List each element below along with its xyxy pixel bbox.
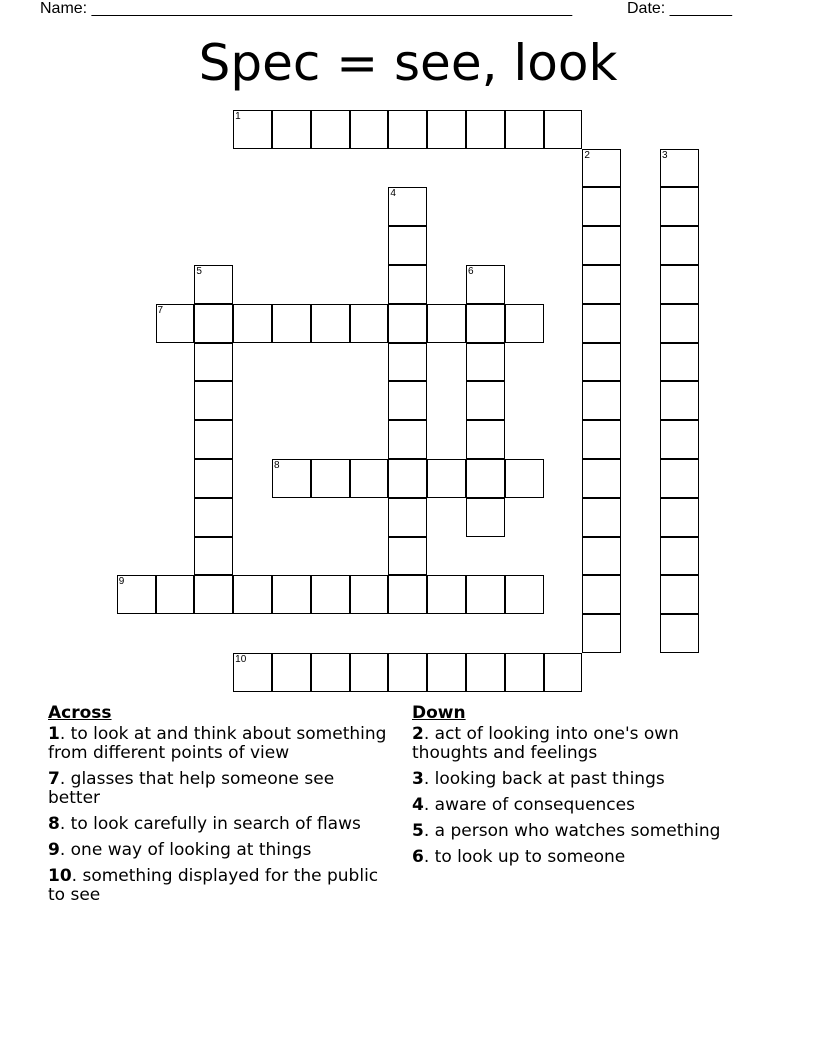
down-clue	[412, 848, 752, 867]
grid-cell[interactable]	[466, 459, 505, 498]
name-field[interactable]: Name: ______________________________________________________	[40, 0, 573, 17]
grid-cell[interactable]	[194, 381, 233, 420]
clue-text: to look carefully in search of flaws	[70, 814, 361, 834]
down-heading: Down	[412, 703, 466, 723]
clue-text: something displayed for the public to see	[48, 866, 379, 905]
down-clue	[412, 725, 752, 763]
grid-cell[interactable]	[272, 304, 311, 343]
grid-cell[interactable]	[233, 575, 272, 614]
grid-cell[interactable]	[350, 110, 389, 149]
grid-cell[interactable]	[427, 304, 466, 343]
grid-cell[interactable]	[660, 498, 699, 537]
grid-cell[interactable]	[388, 187, 427, 226]
grid-cell[interactable]	[311, 653, 350, 692]
grid-cell[interactable]	[660, 614, 699, 653]
grid-cell[interactable]	[388, 459, 427, 498]
grid-cell[interactable]	[388, 110, 427, 149]
grid-cell[interactable]	[194, 498, 233, 537]
separator: .	[59, 814, 71, 834]
grid-cell[interactable]	[582, 226, 621, 265]
grid-cell[interactable]	[388, 265, 427, 304]
clue-number: 9	[118, 576, 125, 588]
grid-cell[interactable]	[194, 343, 233, 382]
down-clues	[412, 703, 752, 874]
grid-cell[interactable]	[194, 265, 233, 304]
grid-cell[interactable]	[466, 343, 505, 382]
grid-cell[interactable]	[466, 653, 505, 692]
grid-cell[interactable]	[505, 110, 544, 149]
grid-cell[interactable]	[233, 110, 272, 149]
grid-cell[interactable]	[311, 110, 350, 149]
grid-cell[interactable]	[350, 653, 389, 692]
grid-cell[interactable]	[311, 459, 350, 498]
grid-cell[interactable]	[505, 653, 544, 692]
grid-cell[interactable]	[350, 575, 389, 614]
grid-cell[interactable]	[194, 537, 233, 576]
grid-cell[interactable]	[388, 575, 427, 614]
grid-cell[interactable]	[388, 420, 427, 459]
grid-cell[interactable]	[505, 459, 544, 498]
clue-number: 8	[48, 814, 60, 834]
grid-cell[interactable]	[582, 614, 621, 653]
grid-cell[interactable]	[544, 110, 583, 149]
grid-cell[interactable]	[660, 575, 699, 614]
clue-number: 8	[273, 459, 280, 471]
grid-cell[interactable]	[311, 575, 350, 614]
down-clue	[412, 770, 752, 789]
clue-number: 3	[661, 149, 668, 161]
grid-cell[interactable]	[582, 343, 621, 382]
grid-cell[interactable]	[582, 537, 621, 576]
across-clue	[48, 770, 388, 808]
clue-text: act of looking into one's own thoughts and feelings	[412, 724, 679, 763]
grid-cell[interactable]	[117, 575, 156, 614]
clue-number: 1	[235, 110, 241, 122]
grid-cell[interactable]	[544, 653, 583, 692]
date-field[interactable]: Date: _______	[627, 0, 732, 17]
clue-number: 10	[235, 653, 247, 665]
grid-cell[interactable]	[660, 537, 699, 576]
grid-cell[interactable]	[272, 459, 311, 498]
clue-number: 5	[196, 265, 202, 277]
grid-cell[interactable]	[233, 304, 272, 343]
grid-cell[interactable]	[194, 304, 233, 343]
grid-cell[interactable]	[427, 653, 466, 692]
grid-cell[interactable]	[582, 459, 621, 498]
clue-number: 4	[412, 795, 424, 815]
grid-cell[interactable]	[582, 575, 621, 614]
separator: .	[59, 840, 71, 860]
clue-number: 7	[157, 304, 164, 316]
grid-cell[interactable]	[194, 420, 233, 459]
grid-cell[interactable]	[466, 381, 505, 420]
grid-cell[interactable]	[388, 381, 427, 420]
grid-cell[interactable]	[194, 459, 233, 498]
grid-cell[interactable]	[427, 459, 466, 498]
grid-cell[interactable]	[427, 575, 466, 614]
grid-cell[interactable]	[388, 304, 427, 343]
grid-cell[interactable]	[582, 265, 621, 304]
clue-text: one way of looking at things	[70, 840, 312, 860]
grid-cell[interactable]	[660, 381, 699, 420]
grid-cell[interactable]	[466, 498, 505, 537]
clue-number: 9	[48, 840, 60, 860]
clue-number: 2	[584, 149, 590, 161]
grid-cell[interactable]	[427, 110, 466, 149]
clue-number: 2	[412, 724, 424, 744]
across-clues	[48, 703, 388, 912]
grid-cell[interactable]	[388, 226, 427, 265]
separator: .	[59, 724, 71, 744]
across-clue	[48, 841, 388, 860]
grid-cell[interactable]	[466, 304, 505, 343]
grid-cell[interactable]	[156, 575, 195, 614]
grid-cell[interactable]	[582, 381, 621, 420]
separator: .	[71, 866, 83, 886]
grid-cell[interactable]	[388, 343, 427, 382]
clue-text: to look up to someone	[434, 847, 626, 867]
clue-number: 5	[412, 821, 424, 841]
grid-cell[interactable]	[466, 265, 505, 304]
grid-cell[interactable]	[272, 110, 311, 149]
grid-cell[interactable]	[388, 653, 427, 692]
grid-cell[interactable]	[466, 110, 505, 149]
separator: .	[59, 769, 71, 789]
separator: .	[423, 821, 435, 841]
across-clue	[48, 815, 388, 834]
grid-cell[interactable]	[466, 575, 505, 614]
separator: .	[423, 795, 435, 815]
separator: .	[423, 769, 435, 789]
clue-number: 1	[48, 724, 60, 744]
clue-number: 3	[412, 769, 424, 789]
grid-cell[interactable]	[660, 420, 699, 459]
grid-cell[interactable]	[311, 304, 350, 343]
clue-number: 7	[48, 769, 60, 789]
separator: .	[423, 724, 435, 744]
grid-cell[interactable]	[660, 187, 699, 226]
grid-cell[interactable]	[466, 420, 505, 459]
clue-number: 10	[48, 866, 72, 886]
grid-cell[interactable]	[233, 653, 272, 692]
grid-cell[interactable]	[582, 187, 621, 226]
grid-cell[interactable]	[660, 149, 699, 188]
grid-cell[interactable]	[350, 459, 389, 498]
clue-number: 4	[390, 188, 396, 200]
page-title: Spec = see, look	[198, 34, 618, 92]
clue-text: looking back at past things	[434, 769, 665, 789]
grid-cell[interactable]	[505, 304, 544, 343]
separator: .	[423, 847, 435, 867]
grid-cell[interactable]	[388, 498, 427, 537]
grid-cell[interactable]	[272, 575, 311, 614]
clue-text: a person who watches something	[434, 821, 721, 841]
clue-text: glasses that help someone see better	[48, 769, 335, 808]
down-clue	[412, 796, 752, 815]
clue-text: aware of consequences	[434, 795, 635, 815]
grid-cell[interactable]	[660, 265, 699, 304]
grid-cell[interactable]	[582, 498, 621, 537]
across-heading: Across	[48, 703, 112, 723]
grid-cell[interactable]	[582, 304, 621, 343]
grid-cell[interactable]	[660, 226, 699, 265]
grid-cell[interactable]	[350, 304, 389, 343]
grid-cell[interactable]	[505, 575, 544, 614]
down-clue	[412, 822, 752, 841]
across-clue	[48, 867, 388, 905]
across-clue	[48, 725, 388, 763]
clue-text: to look at and think about something from different points of view	[48, 724, 387, 763]
grid-cell[interactable]	[156, 304, 195, 343]
grid-cell[interactable]	[582, 420, 621, 459]
grid-cell[interactable]	[388, 537, 427, 576]
clue-number: 6	[467, 265, 474, 277]
grid-cell[interactable]	[582, 149, 621, 188]
grid-cell[interactable]	[660, 304, 699, 343]
clue-number: 6	[412, 847, 424, 867]
grid-cell[interactable]	[660, 343, 699, 382]
grid-cell[interactable]	[660, 459, 699, 498]
grid-cell[interactable]	[272, 653, 311, 692]
grid-cell[interactable]	[194, 575, 233, 614]
